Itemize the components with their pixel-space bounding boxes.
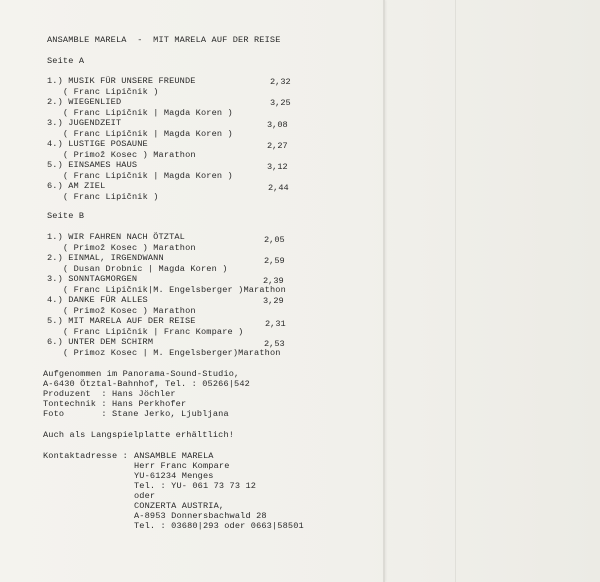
contact-line: Tel. : 03680|293 oder 0663|58501: [134, 521, 304, 531]
contact-line: CONZERTA AUSTRIA,: [134, 501, 225, 511]
track-credit: ( Franc Lipičnik | Magda Koren ): [63, 129, 233, 139]
track-title: 6.) UNTER DEM SCHIRM: [47, 337, 154, 347]
lp-note: Auch als Langspielplatte erhältlich!: [43, 430, 235, 440]
contact-label: Kontaktadresse :: [43, 451, 128, 461]
contact-line: Herr Franc Kompare: [134, 461, 230, 471]
track-credit: ( Franc Lipičnik | Magda Koren ): [63, 108, 233, 118]
track-title: 3.) SONNTAGMORGEN: [47, 274, 138, 284]
track-time: 3,25: [270, 98, 291, 108]
track-credit: ( Franc Lipičnik | Magda Koren ): [63, 171, 233, 181]
track-time: 2,31: [265, 319, 286, 329]
recording-studio: Aufgenommen im Panorama-Sound-Studio,: [43, 369, 240, 379]
track-credit: ( Primož Kosec ) Marathon: [63, 306, 196, 316]
track-time: 2,05: [264, 235, 285, 245]
producer-credit: Produzent : Hans Jöchler: [43, 389, 176, 399]
contact-line: oder: [134, 491, 156, 501]
contact-line: Tel. : YU- 061 73 73 12: [134, 481, 257, 491]
track-title: 4.) DANKE FÜR ALLES: [47, 295, 148, 305]
track-time: 2,27: [267, 141, 288, 151]
side-b-label: Seite B: [47, 211, 85, 221]
track-credit: ( Franc Lipičnik ): [63, 87, 159, 97]
track-time: 2,39: [263, 276, 284, 286]
track-title: 6.) AM ZIEL: [47, 181, 106, 191]
track-credit: ( Primož Kosec ) Marathon: [63, 243, 196, 253]
contact-line: ANSAMBLE MARELA: [134, 451, 214, 461]
track-credit: ( Primoz Kosec | M. Engelsberger)Marathon: [63, 348, 281, 358]
contact-line: YU-61234 Menges: [134, 471, 214, 481]
track-time: 2,59: [264, 256, 285, 266]
side-a-label: Seite A: [47, 56, 85, 66]
track-time: 3,12: [267, 162, 288, 172]
track-title: 3.) JUGENDZEIT: [47, 118, 122, 128]
track-time: 2,44: [268, 183, 289, 193]
track-credit: ( Franc Lipičnik | Franc Kompare ): [63, 327, 244, 337]
fold-line: [455, 0, 456, 582]
track-credit: ( Dusan Drobnic | Magda Koren ): [63, 264, 228, 274]
track-title: 1.) MUSIK FÜR UNSERE FREUNDE: [47, 76, 196, 86]
track-credit: ( Franc Lipičnik|M. Engelsberger )Marathon: [63, 285, 286, 295]
track-title: 1.) WIR FAHREN NACH ÖTZTAL: [47, 232, 185, 242]
track-time: 3,29: [263, 296, 284, 306]
track-credit: ( Franc Lipičnik ): [63, 192, 159, 202]
album-header: ANSAMBLE MARELA - MIT MARELA AUF DER REISE: [47, 35, 281, 45]
track-title: 2.) EINMAL, IRGENDWANN: [47, 253, 164, 263]
fold-line: [383, 0, 385, 582]
track-title: 5.) EINSAMES HAUS: [47, 160, 138, 170]
contact-line: A-8953 Donnersbachwald 28: [134, 511, 267, 521]
track-credit: ( Primož Kosec ) Marathon: [63, 150, 196, 160]
photo-credit: Foto : Stane Jerko, Ljubljana: [43, 409, 229, 419]
track-title: 4.) LUSTIGE POSAUNE: [47, 139, 148, 149]
track-time: 2,32: [270, 77, 291, 87]
recording-address: A-6430 Ötztal-Bahnhof, Tel. : 05266|542: [43, 379, 250, 389]
track-title: 5.) MIT MARELA AUF DER REISE: [47, 316, 196, 326]
engineer-credit: Tontechnik : Hans Perkhofer: [43, 399, 187, 409]
track-title: 2.) WIEGENLIED: [47, 97, 122, 107]
track-time: 2,53: [264, 339, 285, 349]
track-time: 3,08: [267, 120, 288, 130]
